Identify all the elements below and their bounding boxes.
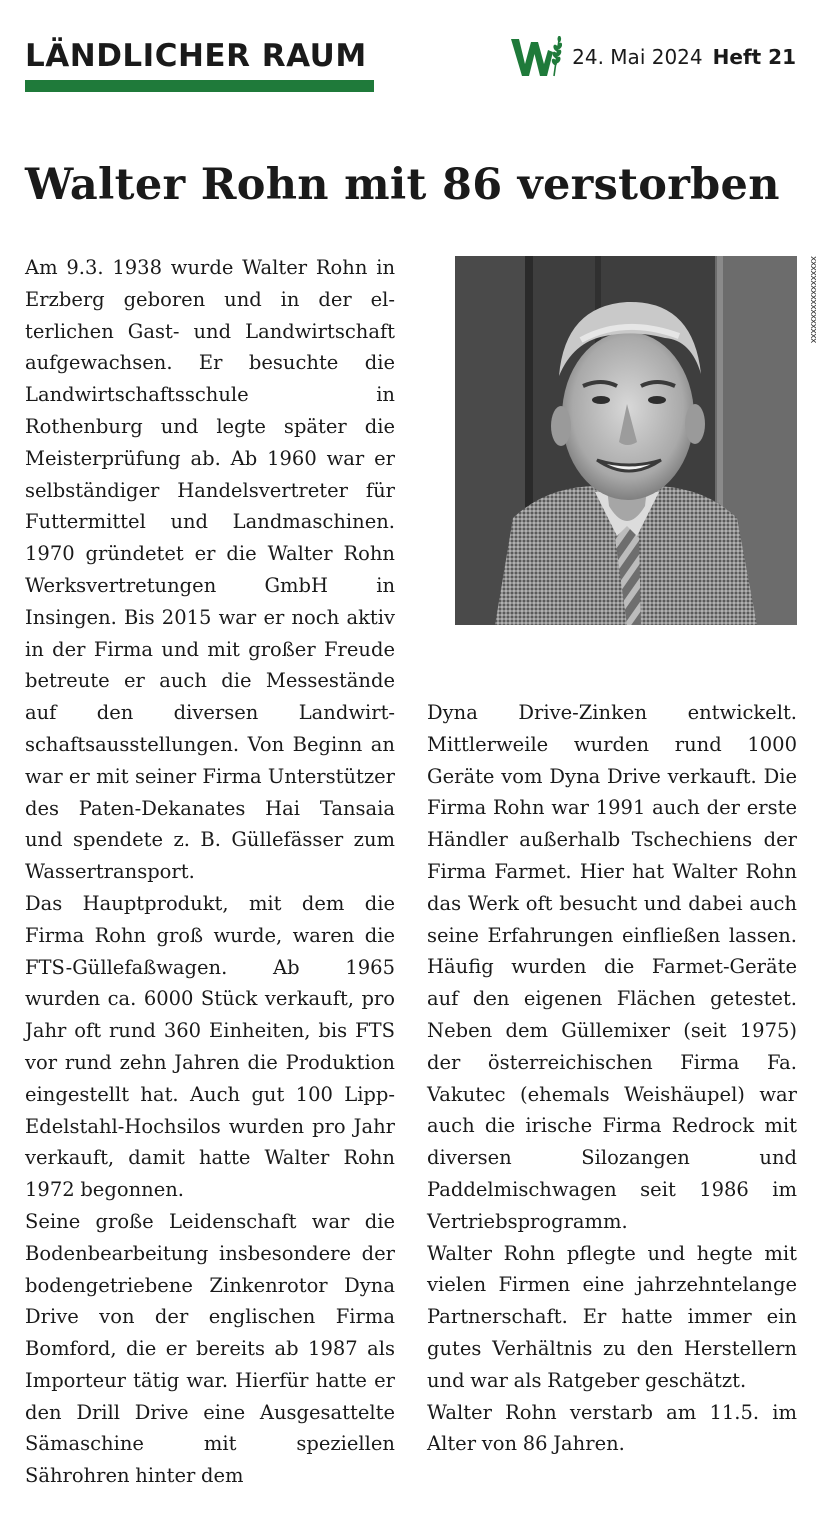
article-column-left — [25, 252, 395, 1492]
article-headline: Walter Rohn mit 86 verstorben — [25, 160, 780, 210]
section-underline — [25, 80, 374, 92]
paragraph: Walter Rohn pflegte und hegte mit vielen Firmen eine jahrzehntelange Partnerschaft. Er hatte immer ein gutes Verhältnis zu den Herstellern und war als Ratgeber geschätzt. — [427, 1241, 797, 1392]
photo-credit: xxxxxxxxxxxxxxxxxx — [808, 256, 818, 343]
masthead — [510, 36, 796, 78]
portrait-photo — [455, 256, 797, 625]
issue-date: 24. Mai 2024 — [572, 45, 703, 69]
w-wheat-logo-icon — [510, 36, 562, 78]
paragraph: Seine große Leidenschaft war die Bodenbearbeitung insbesondere der bodengetriebene Zinkenrotor Dyna Drive von der englischen Firma Bomford, die er bereits ab 1987 als Importeur tätig war. Hierfür hatte er den Drill Drive eine Ausgesattelte Sämaschine mit speziellen Sährohren hinter dem — [25, 1209, 395, 1488]
section-title: LÄNDLICHER RAUM — [25, 38, 367, 74]
paragraph: Dyna Drive-Zinken entwickelt. Mittlerweile wurden rund 1000 Geräte vom Dyna Drive verkauft. Die Firma Rohn war 1991 auch der erste Händler außerhalb Tschechiens der Firma Farmet. Hier hat Walter Rohn das Werk oft besucht und dabei auch seine Erfahrungen einfließen lassen. Häufig wurden die Farmet-Geräte auf den eigenen Flächen getestet. Neben dem Güllemixer (seit 1975) der österreichischen Firma Fa. Vakutec (ehemals Weishäupel) war auch die irische Firma Redrock mit diversen Silozangen und Paddelmischwagen seit 1986 im Vertriebsprogramm. — [427, 701, 797, 1233]
paragraph: Am 9.3. 1938 wurde Walter Rohn in Erzberg geboren und in der elterlichen Gast- und Landwirtschaft aufgewachsen. Er besuchte die Landwirtschaftsschule in Rothenburg und legte später die Meisterprüfung ab. Ab 1960 war er selbständiger Handelsvertreter für Futtermittel und Landmaschinen. 1970 gründetet er die Walter Rohn Werksvertretungen GmbH in Insingen. Bis 2015 war er noch aktiv in der Firma und mit großer Freude betreute er auch die Messestände auf den diversen Landwirtschaftsausstellungen. Von Beginn an war er mit seiner Firma Unterstützer des Paten-Dekanates Hai Tansaia und spendete z. B. Güllefässer zum Wassertransport. — [25, 256, 395, 884]
paragraph: Walter Rohn verstarb am 11.5. im Alter von 86 Jahren. — [427, 1400, 797, 1456]
issue-number: Heft 21 — [712, 45, 796, 69]
paragraph: Das Hauptprodukt, mit dem die Firma Rohn groß wurde, waren die FTS-Güllefaßwagen. Ab 1965 wurden ca. 6000 Stück verkauft, pro Jahr oft rund 360 Einheiten, bis FTS vor rund zehn Jahren die Produktion eingestellt hat. Auch gut 100 Lipp-Edelstahl-Hochsilos wurden pro Jahr verkauft, damit hatte Walter Rohn 1972 begonnen. — [25, 891, 395, 1202]
article-column-right — [427, 697, 797, 1460]
portrait-image — [455, 256, 797, 625]
